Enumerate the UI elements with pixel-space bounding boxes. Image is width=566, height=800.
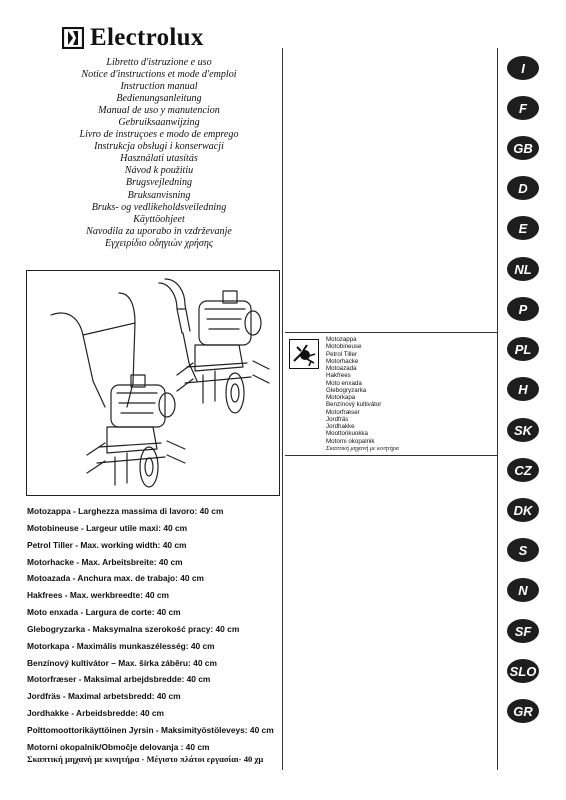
tiller-drawing [27,271,279,495]
column-divider [497,48,498,770]
language-badge-dk[interactable]: DK [507,498,539,522]
spec-row: Motozappa - Larghezza massima di lavoro: 40 cm [27,506,224,516]
language-badge-slo[interactable]: SLO [507,659,539,683]
warning-text [326,336,399,452]
brand-name: Electrolux [90,24,204,51]
warning-line: Motoazada [326,365,357,372]
spec-row: Petrol Tiller - Max. working width: 40 cm [27,539,187,550]
spec-row: Motorkapa - Maximális munkaszélesség: 40 cm [27,640,215,651]
spec-row: Motobineuse - Largeur utile maxi: 40 cm [27,522,188,533]
spec-row: Glebogryzarka - Maksymalna szerokość pracy: 40 cm [27,623,240,634]
language-badge-e[interactable]: E [507,216,539,240]
warning-line-greek: Σκαπτική μηχανή με κινητήρα [326,444,399,452]
spec-row: Motorfræser - Maksimal arbejdsbredde: 40 cm [27,674,211,685]
language-badge-f[interactable]: F [507,96,539,120]
language-badge-sk[interactable]: SK [507,418,539,442]
language-badge-cz[interactable]: CZ [507,458,539,482]
spec-row: Moto enxada - Largura de corte: 40 cm [27,607,181,618]
manual-titles [30,57,288,250]
language-badge-d[interactable]: D [507,176,539,200]
language-badge-p[interactable]: P [507,297,539,321]
manual-title: Libretto d'istruzione e uso [106,57,212,68]
language-badge-gb[interactable]: GB [507,136,539,160]
manual-title: Gebruiksaanwijzing [118,117,200,129]
spec-row: Jordhakke - Arbeidsbredde: 40 cm [27,708,164,719]
manual-title: Manual de uso y manutencion [98,105,220,117]
warning-line: Motozappa [326,336,357,343]
warning-line: Motorni okopalnik [326,437,375,445]
warning-line: Hakfrees [326,372,351,380]
tiller-illustration [26,270,280,496]
spec-row: Polttomoottorikäyttöinen Jyrsin - Maksimityöstöleveys: 40 cm [27,724,274,735]
warning-line: Motobineuse [326,343,362,351]
electrolux-logo-icon [62,27,84,49]
spec-list [27,503,285,765]
manual-title: Εγχειρίδιο οδηγιών χρήσης [104,237,214,249]
manual-title: Instruction manual [120,81,198,93]
warning-line: Petrol Tiller [326,350,357,358]
manual-title: Livro de instruçoes e modo de emprego [79,129,239,141]
manual-title: Návod k použitiu [124,165,194,177]
language-badge-gr[interactable]: GR [507,699,539,723]
manual-title: Instrukcja obsługi i konserwacji [94,141,224,153]
spec-row: Hakfrees - Max. werkbreedte: 40 cm [27,590,169,601]
manual-title: Käyttöohjeet [133,213,185,225]
warning-box [285,332,497,456]
warning-line: Motorkapa [326,394,356,401]
warning-line: Jordhakke [326,423,355,430]
manual-title: Brugsvejledning [125,177,193,189]
language-badge-i[interactable]: I [507,56,539,80]
brand-header [62,24,232,52]
manual-title: Bedienungsanleitung [116,93,202,105]
manual-title: Használati utasítás [120,153,198,165]
spec-row: Motoazada - Anchura max. de trabajo: 40 cm [27,573,205,584]
language-badge-pl[interactable]: PL [507,337,539,361]
language-badge-s[interactable]: S [507,538,539,562]
spec-row: Jordfräs - Maximal arbetsbredd: 40 cm [27,691,181,702]
language-badge-h[interactable]: H [507,377,539,401]
spec-row: Motorhacke - Max. Arbeitsbreite: 40 cm [27,556,183,567]
spec-row-greek: Σκαπτική μηχανή με κινητήρα - Μέγιστο πλάτοι εργασίαι- 40 χμ [27,753,264,764]
warning-line: Motorfræser [326,408,360,416]
language-badge-nl[interactable]: NL [507,257,539,281]
warning-line: Motorhacke [326,357,359,365]
warning-line: Benzínový kultivátor [326,401,382,409]
warning-line: Jordfräs [326,415,349,423]
warning-line: Moto enxada [326,379,362,387]
manual-title: Bruks- og vedlikeholdsveiledning [91,201,227,213]
warning-line: Glebogryzarka [326,386,367,394]
warning-line: Moottorikuokka [326,430,368,438]
manual-title: Notice d'instructions et mode d'emploi [81,69,237,81]
language-badge-n[interactable]: N [507,578,539,602]
rotating-tines-warning-icon [289,339,319,369]
manual-title: Bruksanvisning [127,189,191,201]
manual-title: Navodila za uporabo in vzdrževanje [86,225,232,237]
spec-row: Motorni okopalnik/Območje delovanja : 40 cm [27,741,210,752]
language-badge-sf[interactable]: SF [507,619,539,643]
spec-row: Benzínový kultivátor – Max. šírka záběru: 40 cm [27,657,217,668]
